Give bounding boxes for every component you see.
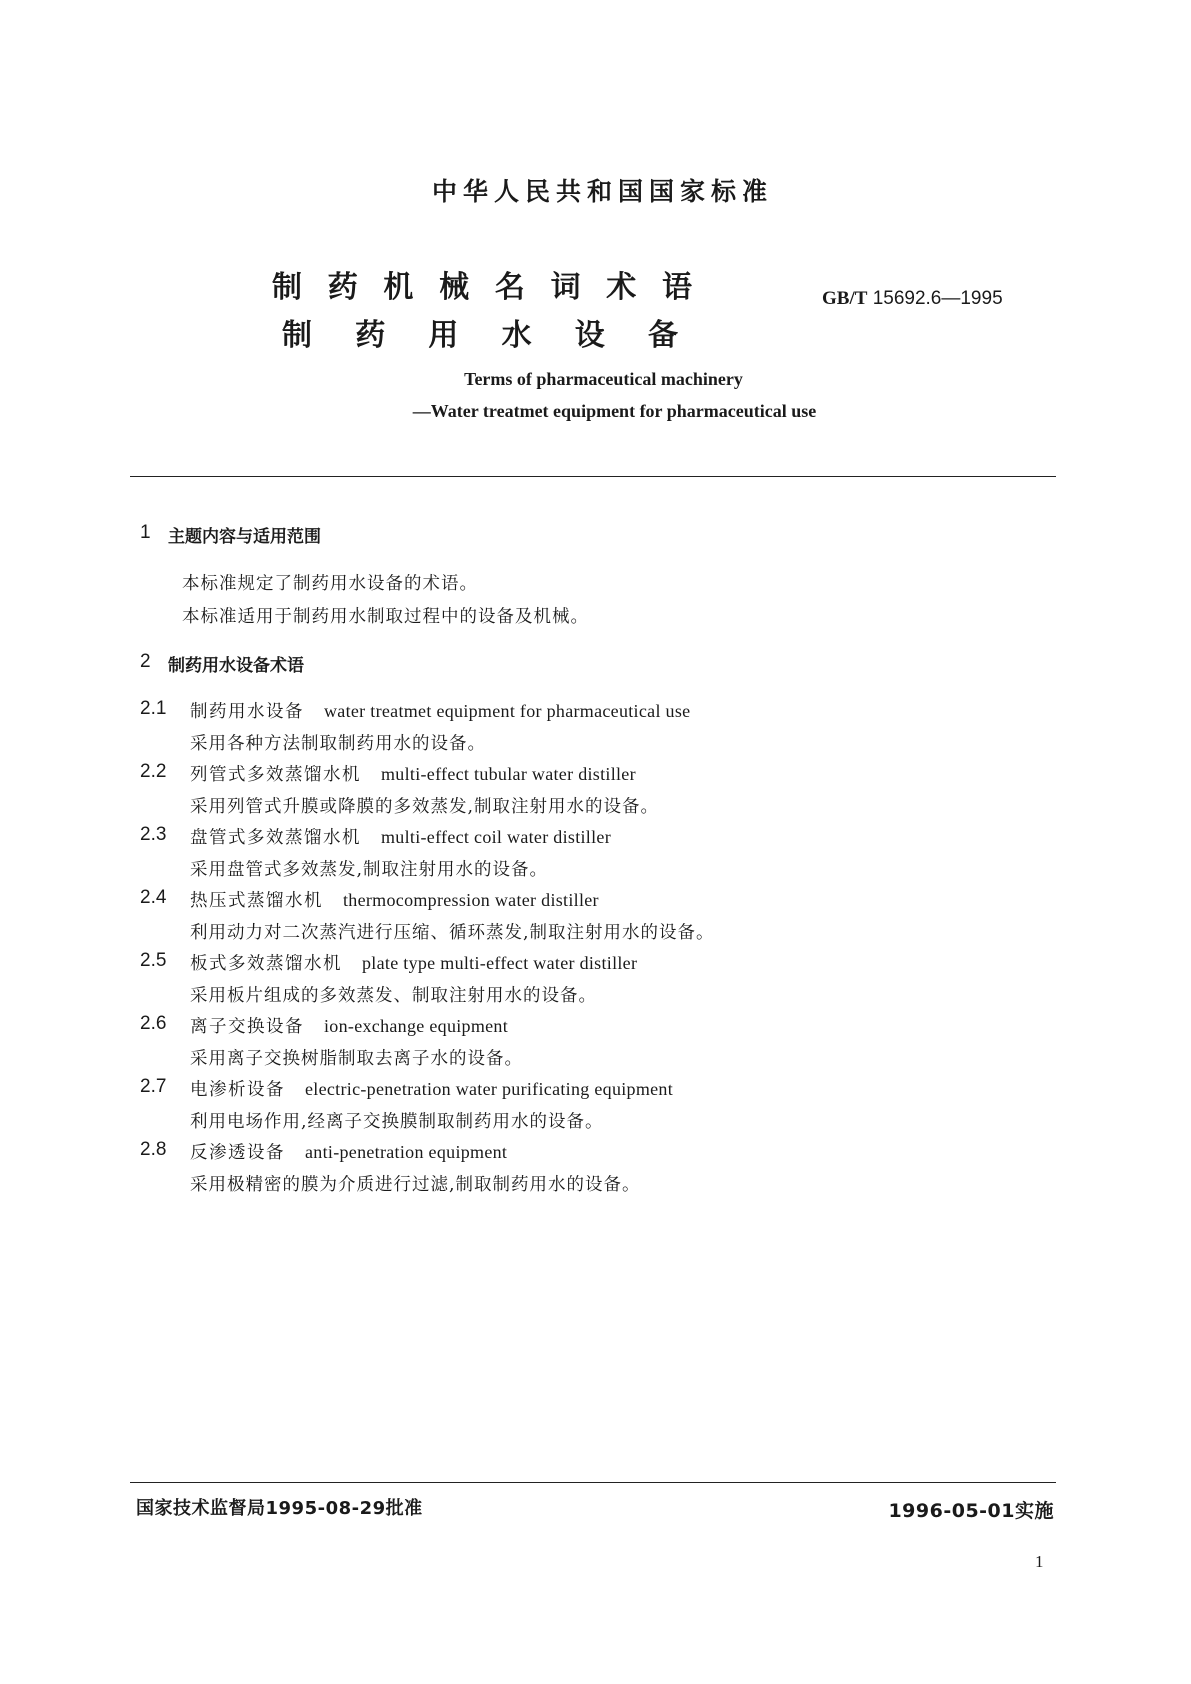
section2-number: 2: [140, 651, 151, 672]
effective-date: 1996-05-01实施: [888, 1500, 1054, 1522]
term-number: 2.1: [140, 698, 167, 719]
term-cn-text: 列管式多效蒸馏水机: [190, 765, 361, 785]
page-number: 1: [1035, 1552, 1044, 1571]
term-definition: 采用各种方法制取制药用水的设备。: [190, 734, 486, 754]
term-en: electric-penetration water purificating equipment: [305, 1079, 674, 1099]
term-en: thermocompression water distiller: [343, 890, 599, 910]
approval-date: 国家技术监督局1995-08-29批准: [136, 1498, 423, 1519]
term-cn: [190, 950, 637, 975]
term-en: multi-effect coil water distiller: [381, 827, 611, 847]
term-number: 2.3: [140, 824, 167, 845]
section1-title: 主题内容与适用范围: [168, 527, 321, 547]
term-cn-text: 板式多效蒸馏水机: [190, 954, 342, 974]
term-entry: [140, 1139, 1020, 1202]
term-definition: 采用极精密的膜为介质进行过滤,制取制药用水的设备。: [190, 1175, 641, 1195]
term-cn: [190, 887, 599, 912]
term-definition: 采用板片组成的多效蒸发、制取注射用水的设备。: [190, 986, 597, 1006]
term-entry: [140, 1013, 1020, 1076]
term-cn: [190, 698, 690, 723]
term-cn-text: 制药用水设备: [190, 702, 304, 722]
term-number: 2.7: [140, 1076, 167, 1097]
title-cn-line1: 制药机械名词术语: [272, 270, 692, 305]
term-entry: [140, 698, 1020, 761]
title-en-line2: —Water treatmet equipment for pharmaceutical use: [412, 401, 817, 421]
term-cn: [190, 1139, 507, 1164]
section2-title: 制药用水设备术语: [168, 656, 304, 676]
term-entry: [140, 950, 1020, 1013]
term-entry: [140, 887, 1020, 950]
term-cn: [190, 1013, 508, 1038]
section1-paragraph: 本标准适用于制药用水制取过程中的设备及机械。: [182, 607, 589, 627]
term-number: 2.5: [140, 950, 167, 971]
term-cn-text: 反渗透设备: [190, 1143, 285, 1163]
term-entry: [140, 761, 1020, 824]
term-en: ion-exchange equipment: [324, 1016, 509, 1036]
term-cn-text: 电渗析设备: [190, 1080, 285, 1100]
standard-prefix: GB/T: [822, 288, 868, 309]
section1-paragraph: 本标准规定了制药用水设备的术语。: [182, 574, 478, 594]
term-definition: 采用盘管式多效蒸发,制取注射用水的设备。: [190, 860, 549, 880]
term-en: anti-penetration equipment: [305, 1142, 508, 1162]
term-number: 2.8: [140, 1139, 167, 1160]
term-definition: 利用动力对二次蒸汽进行压缩、循环蒸发,制取注射用水的设备。: [190, 923, 715, 943]
term-definition: 采用离子交换树脂制取去离子水的设备。: [190, 1049, 523, 1069]
term-en: water treatmet equipment for pharmaceutical use: [324, 701, 691, 721]
standard-code: 15692.6—1995: [872, 288, 1003, 309]
term-cn-text: 热压式蒸馏水机: [190, 891, 323, 911]
term-number: 2.4: [140, 887, 167, 908]
term-cn-text: 盘管式多效蒸馏水机: [190, 828, 361, 848]
term-cn: [190, 824, 611, 849]
term-definition: 利用电场作用,经离子交换膜制取制药用水的设备。: [190, 1112, 604, 1132]
term-entry: [140, 1076, 1020, 1139]
title-en-line1: Terms of pharmaceutical machinery: [464, 369, 743, 389]
term-number: 2.6: [140, 1013, 167, 1034]
section1-number: 1: [140, 522, 151, 543]
term-definition: 采用列管式升膜或降膜的多效蒸发,制取注射用水的设备。: [190, 797, 660, 817]
header-divider: [130, 476, 1056, 477]
term-cn: [190, 1076, 673, 1101]
term-en: plate type multi-effect water distiller: [362, 953, 638, 973]
title-cn-line2: 制药用水设备: [282, 318, 678, 353]
national-standard-heading: 中华人民共和国国家标准: [431, 177, 773, 206]
term-cn: [190, 761, 636, 786]
term-cn-text: 离子交换设备: [190, 1017, 304, 1037]
term-entry: [140, 824, 1020, 887]
standard-number: [822, 288, 1003, 310]
term-number: 2.2: [140, 761, 167, 782]
footer-divider: [130, 1482, 1056, 1483]
term-en: multi-effect tubular water distiller: [381, 764, 636, 784]
